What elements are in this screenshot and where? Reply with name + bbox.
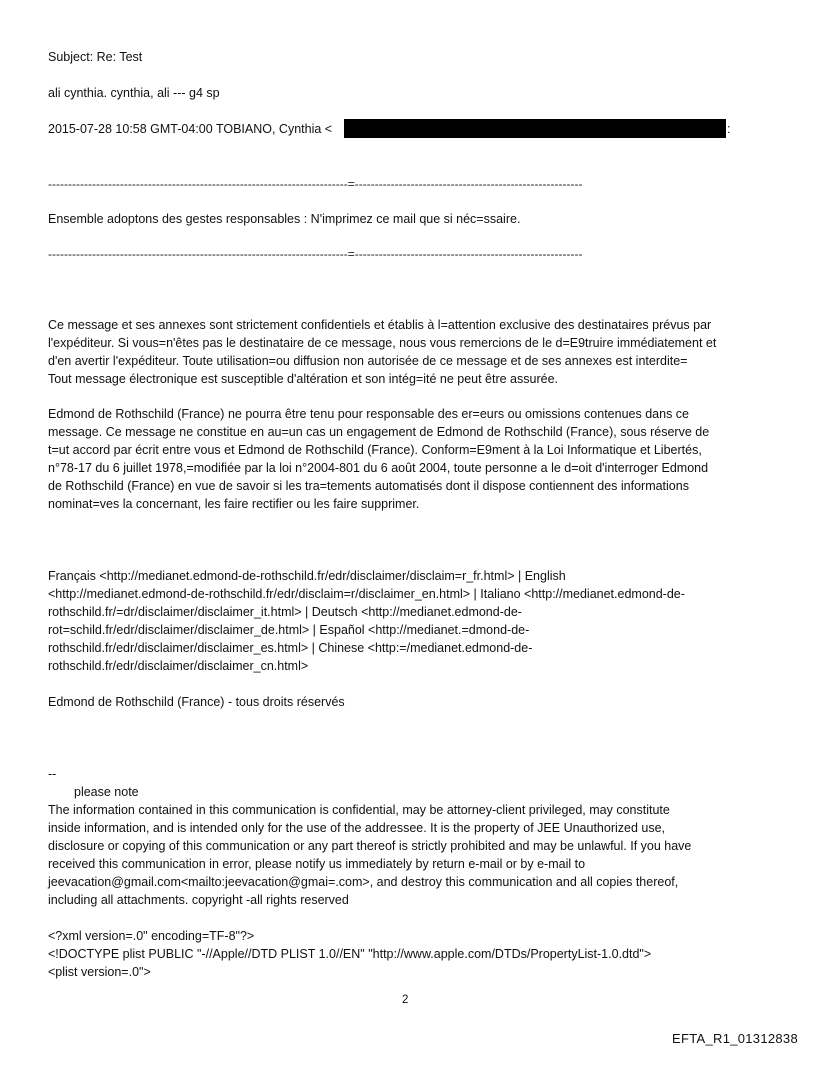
text-line: Français <http://medianet.edmond-de-rothschild.fr/edr/disclaimer/disclaim=r_fr.html> | English <box>48 569 566 583</box>
quoted-header: 2015-07-28 10:58 GMT-04:00 TOBIANO, Cynthia < <box>48 122 333 136</box>
email-subject: Subject: Re: Test <box>48 50 143 64</box>
text-line: <!DOCTYPE plist PUBLIC "-//Apple//DTD PLIST 1.0//EN" "http://www.apple.com/DTDs/PropertyList-1.0.dtd"> <box>48 947 652 961</box>
separator-line-top: ---------------------------------------------------------------------------=--------------------------------------------------------- <box>48 177 583 191</box>
xml-block <box>48 927 772 981</box>
text-line: rothschild.fr/=dr/disclaimer/disclaimer_it.html> | Deutsch <http://medianet.edmond-de- <box>48 605 522 619</box>
text-line: including all attachments. copyright -all rights reserved <box>48 893 349 907</box>
disclaimer-paragraph-1 <box>48 316 772 388</box>
text-line: rothschild.fr/edr/disclaimer/disclaimer_cn.html> <box>48 659 309 673</box>
email-sender-line: ali cynthia. cynthia, ali --- g4 sp <box>48 86 220 100</box>
text-line: nominat=ves la concernant, les faire rectifier ou les faire supprimer. <box>48 497 420 511</box>
page-number: 2 <box>402 994 409 1006</box>
please-note: please note <box>74 785 139 799</box>
text-line: Ce message et ses annexes sont strictement confidentiels et établis à l=attention exclusive des destinataires prévus par <box>48 318 712 332</box>
text-line: <?xml version=.0" encoding=TF-8"?> <box>48 929 255 943</box>
quoted-header-end: : <box>727 122 731 136</box>
disclaimer-paragraph-2 <box>48 405 772 513</box>
text-line: disclosure or copying of this communication or any part thereof is strictly prohibited and may be unlawful. If you have <box>48 839 692 853</box>
text-line: rothschild.fr/edr/disclaimer/disclaimer_es.html> | Chinese <http:=/medianet.edmond-de- <box>48 641 533 655</box>
redaction-bar <box>344 119 726 138</box>
text-line: <plist version=.0"> <box>48 965 151 979</box>
text-line: de Rothschild (France) en vue de savoir si les tra=tements automatisés dont il dispose contiennent des informations <box>48 479 689 493</box>
signature-dashes: -- <box>48 767 57 781</box>
text-line: d'en avertir l'expéditeur. Toute utilisation=ou diffusion non autorisée de ce message et de ses annexes est interdite= <box>48 354 688 368</box>
text-line: Edmond de Rothschild (France) ne pourra être tenu pour responsable des er=eurs ou omissions contenues dans ce <box>48 407 689 421</box>
document-id: EFTA_R1_01312838 <box>672 1031 798 1046</box>
text-line: jeevacation@gmail.com<mailto:jeevacation@gmai=.com>, and destroy this communication and all copies thereof, <box>48 875 679 889</box>
separator-line-bottom: ---------------------------------------------------------------------------=--------------------------------------------------------- <box>48 247 583 261</box>
text-line: The information contained in this communication is confidential, may be attorney-client privileged, may constitute <box>48 803 670 817</box>
text-line: Tout message électronique est susceptible d'altération et son intég=ité ne peut être assurée. <box>48 372 558 386</box>
text-line: n°78-17 du 6 juillet 1978,=modifiée par la loi n°2004-801 du 6 août 2004, toute personne a le d=oit d'interroger Edmond <box>48 461 709 475</box>
confidentiality-notice <box>48 801 772 909</box>
eco-note: Ensemble adoptons des gestes responsables : N'imprimez ce mail que si néc=ssaire. <box>48 212 521 226</box>
text-line: inside information, and is intended only for the use of the addressee. It is the property of JEE Unauthorized use, <box>48 821 666 835</box>
text-line: t=ut accord par écrit entre vous et Edmond de Rothschild (France). Conform=E9ment à la Loi Informatique et Libertés, <box>48 443 702 457</box>
text-line: message. Ce message ne constitue en au=un cas un engagement de Edmond de Rothschild (France), sous réserve de <box>48 425 710 439</box>
text-line: <http://medianet.edmond-de-rothschild.fr/edr/disclaim=r/disclaimer_en.html> | Italiano <http://medianet.edmond-de- <box>48 587 685 601</box>
text-line: l'expéditeur. Si vous=n'êtes pas le destinataire de ce message, nous vous remercions de le d=E9truire immédiatement et <box>48 336 717 350</box>
text-line: received this communication in error, please notify us immediately by return e-mail or by e-mail to <box>48 857 586 871</box>
rights-reserved: Edmond de Rothschild (France) - tous droits réservés <box>48 695 345 709</box>
text-line: rot=schild.fr/edr/disclaimer/disclaimer_de.html> | Español <http://medianet.=dmond-de- <box>48 623 530 637</box>
disclaimer-language-links <box>48 567 772 675</box>
